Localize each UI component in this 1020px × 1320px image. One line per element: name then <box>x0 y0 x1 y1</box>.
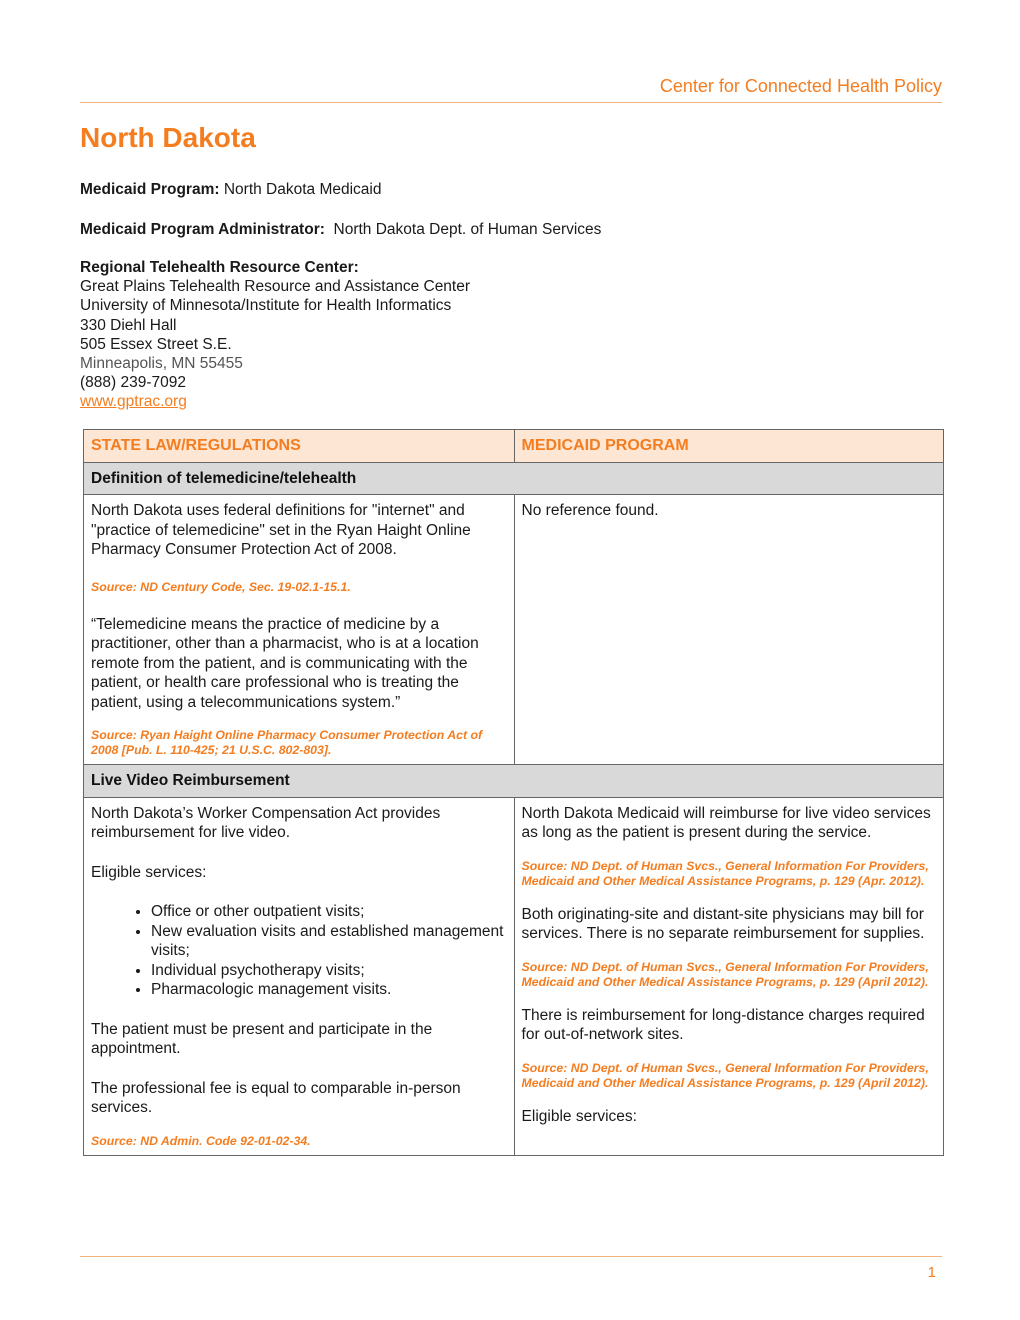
section-title-live-video: Live Video Reimbursement <box>84 765 944 798</box>
source-citation: Source: ND Dept. of Human Svcs., General Information For Providers, Medicaid and Other Medical Assistance Programs, p. 129 (April 2012). <box>521 959 929 989</box>
rtrc-line: Great Plains Telehealth Resource and Assistance Center <box>80 278 471 296</box>
list-item: • Office or other outpatient visits; <box>151 902 507 922</box>
no-reference-text: No reference found. <box>521 502 659 519</box>
eligible-services-list <box>91 902 507 1000</box>
section-title-definition: Definition of telemedicine/telehealth <box>84 462 944 495</box>
billing-text: Both originating-site and distant-site physicians may bill for services. There is no separate reimbursement for supplies. <box>521 905 925 942</box>
source-citation: Source: ND Dept. of Human Svcs., General Information For Providers, Medicaid and Other Medical Assistance Programs, p. 129 (Apr. 2012). <box>521 858 929 888</box>
source-citation: Source: ND Dept. of Human Svcs., General Information For Providers, Medicaid and Other Medical Assistance Programs, p. 129 (April 2012). <box>521 1060 929 1090</box>
eligible-services-label-medicaid: Eligible services: <box>521 1107 637 1125</box>
medicaid-admin-value: North Dakota Dept. of Human Services <box>324 221 602 238</box>
medicaid-program-field <box>80 180 382 199</box>
medicaid-admin-label: Medicaid Program Administrator: <box>80 221 325 238</box>
rtrc-line: University of Minnesota/Institute for Health Informatics <box>80 297 452 315</box>
list-item: • New evaluation visits and established management visits; <box>151 922 507 961</box>
list-item: • Pharmacologic management visits. <box>151 980 507 1000</box>
source-citation: Source: ND Century Code, Sec. 19-02.1-15.1. <box>91 579 351 594</box>
footer-rule <box>80 1256 942 1257</box>
col-header-medicaid: MEDICAID PROGRAM <box>514 430 943 463</box>
definition-quote: “Telemedicine means the practice of medicine by a practitioner, other than a pharmacist, who is at a location remote from the patient, and is communicating with the patient, or health care professional who is treating the patient, using a telecommunications system.” <box>91 615 479 711</box>
live-video-medicaid-cell <box>514 797 943 1155</box>
long-distance-text: There is reimbursement for long-distance charges required for out-of-network sites. <box>521 1006 925 1043</box>
col-header-state-law: STATE LAW/REGULATIONS <box>84 430 515 463</box>
rtrc-line: 505 Essex Street S.E. <box>80 335 232 353</box>
header-org-name: Center for Connected Health Policy <box>659 76 942 96</box>
source-citation: Source: Ryan Haight Online Pharmacy Consumer Protection Act of 2008 [Pub. L. 110-425; 21 U.S.C. 802-803]. <box>91 728 483 757</box>
medicaid-admin-field <box>80 220 601 239</box>
rtrc-website-link[interactable]: www.gptrac.org <box>80 393 187 411</box>
list-item: • Individual psychotherapy visits; <box>151 961 507 981</box>
page-number: 1 <box>927 1264 936 1281</box>
professional-fee-text: The professional fee is equal to comparable in-person services. <box>91 1079 461 1116</box>
medicaid-program-label: Medicaid Program: <box>80 181 220 198</box>
live-video-intro: North Dakota’s Worker Compensation Act provides reimbursement for live video. <box>91 804 441 841</box>
eligible-services-label: Eligible services: <box>91 863 207 881</box>
page-title: North Dakota <box>80 122 256 153</box>
source-citation: Source: ND Admin. Code 92-01-02-34. <box>91 1133 311 1148</box>
live-video-state-cell <box>84 797 515 1155</box>
rtrc-label: Regional Telehealth Resource Center: <box>80 259 359 276</box>
rtrc-block <box>80 258 470 412</box>
patient-present-text: The patient must be present and participate in the appointment. <box>91 1020 433 1057</box>
medicaid-program-value: North Dakota Medicaid <box>219 181 382 198</box>
rtrc-line: 330 Diehl Hall <box>80 316 177 334</box>
rtrc-line: (888) 239-7092 <box>80 374 186 392</box>
definition-medicaid-cell <box>514 495 943 765</box>
medicaid-reimburse-text: North Dakota Medicaid will reimburse for live video services as long as the patient is present during the service. <box>521 804 931 841</box>
rtrc-line: Minneapolis, MN 55455 <box>80 355 243 373</box>
definition-text: North Dakota uses federal definitions for "internet" and "practice of telemedicine" set in the Ryan Haight Online Pharmacy Consumer Protection Act of 2008. <box>91 502 471 558</box>
policy-table <box>83 429 944 1156</box>
page-header <box>80 76 942 103</box>
definition-state-cell <box>84 495 515 765</box>
